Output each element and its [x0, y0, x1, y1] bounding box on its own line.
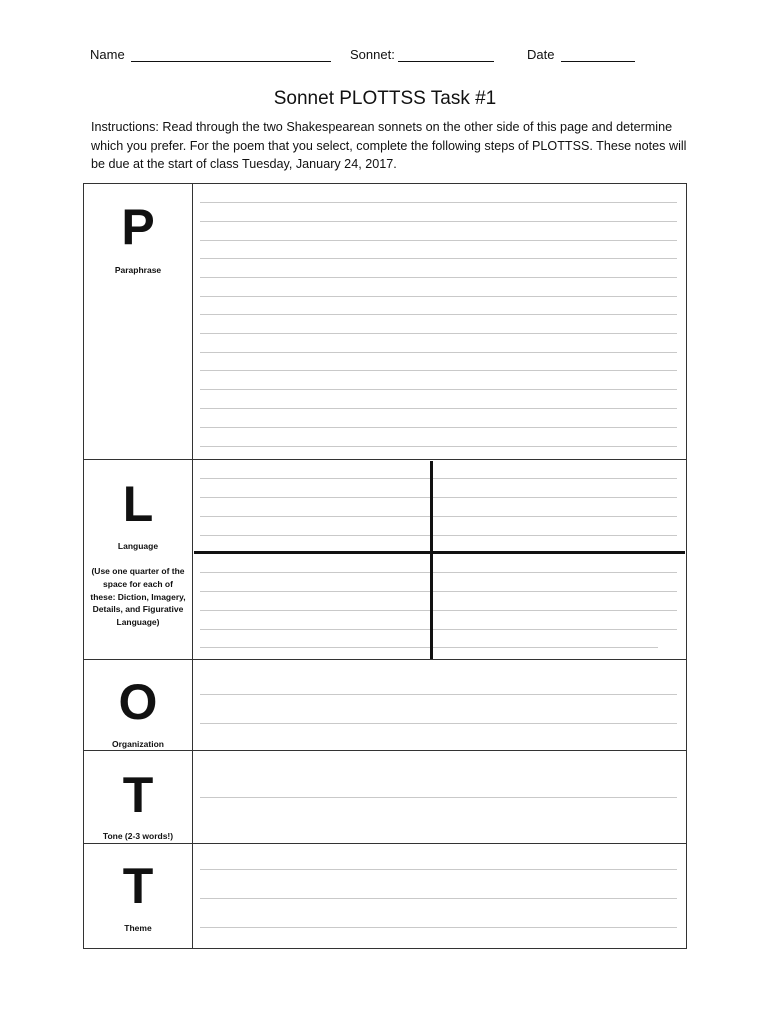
- writing-line: [200, 927, 677, 928]
- writing-line: [200, 723, 677, 724]
- writing-line: [200, 572, 677, 573]
- writing-line: [200, 535, 677, 536]
- writing-line: [200, 446, 677, 447]
- writing-line: [200, 389, 677, 390]
- letter-t-tone: T: [122, 767, 154, 823]
- writing-line: [200, 240, 677, 241]
- quadrant-vertical-divider: [430, 461, 433, 659]
- tone-label: Tone (2-3 words!): [102, 831, 174, 841]
- writing-line: [200, 277, 677, 278]
- writing-line: [200, 202, 677, 203]
- language-label: Language: [117, 541, 159, 551]
- writing-line: [200, 296, 677, 297]
- writing-line: [200, 314, 677, 315]
- page-title: Sonnet PLOTTSS Task #1: [273, 88, 497, 109]
- organization-label: Organization: [112, 739, 164, 749]
- instructions-text: Instructions: Read through the two Shakespearean sonnets on the other side of this page and determine which you prefer. For the poem that you select, complete the following steps of PLOTTSS. These notes will be due at the start of class Tuesday, January 24, 2017.: [91, 120, 687, 171]
- writing-line: [200, 591, 677, 592]
- date-label: Date: [527, 47, 555, 62]
- date-blank-line[interactable]: [561, 47, 635, 62]
- letter-p: P: [121, 199, 155, 255]
- quadrant-horizontal-divider: [194, 551, 685, 554]
- theme-label: Theme: [124, 923, 152, 933]
- row-divider-p-l: [83, 459, 687, 460]
- sonnet-label: Sonnet:: [350, 47, 395, 62]
- sonnet-field[interactable]: [350, 47, 494, 62]
- writing-line: [200, 408, 677, 409]
- paraphrase-label: Paraphrase: [114, 265, 162, 275]
- language-note: (Use one quarter of the space for each of these: Diction, Imagery, Details, and Figurative Language): [90, 566, 186, 628]
- name-label: Name: [90, 47, 125, 62]
- writing-line: [200, 629, 677, 630]
- row-divider-t-t: [83, 843, 687, 844]
- letter-t-theme: T: [122, 858, 154, 914]
- sonnet-blank-line[interactable]: [398, 47, 494, 62]
- writing-line: [200, 516, 677, 517]
- writing-line: [200, 869, 677, 870]
- letter-l: L: [122, 476, 154, 532]
- writing-line: [200, 797, 677, 798]
- writing-line: [200, 694, 677, 695]
- name-blank-line[interactable]: [131, 47, 331, 62]
- writing-line: [200, 610, 677, 611]
- writing-line: [200, 427, 677, 428]
- writing-line: [200, 497, 677, 498]
- writing-line: [200, 352, 677, 353]
- column-divider: [192, 183, 193, 949]
- writing-line: [200, 898, 677, 899]
- writing-line: [200, 221, 677, 222]
- name-field[interactable]: [90, 47, 331, 62]
- row-divider-l-o: [83, 659, 687, 660]
- writing-line: [200, 478, 677, 479]
- writing-line: [200, 258, 677, 259]
- writing-line: [200, 647, 658, 648]
- date-field[interactable]: [527, 47, 635, 62]
- writing-line: [200, 370, 677, 371]
- writing-line: [200, 333, 677, 334]
- letter-o: O: [118, 674, 158, 730]
